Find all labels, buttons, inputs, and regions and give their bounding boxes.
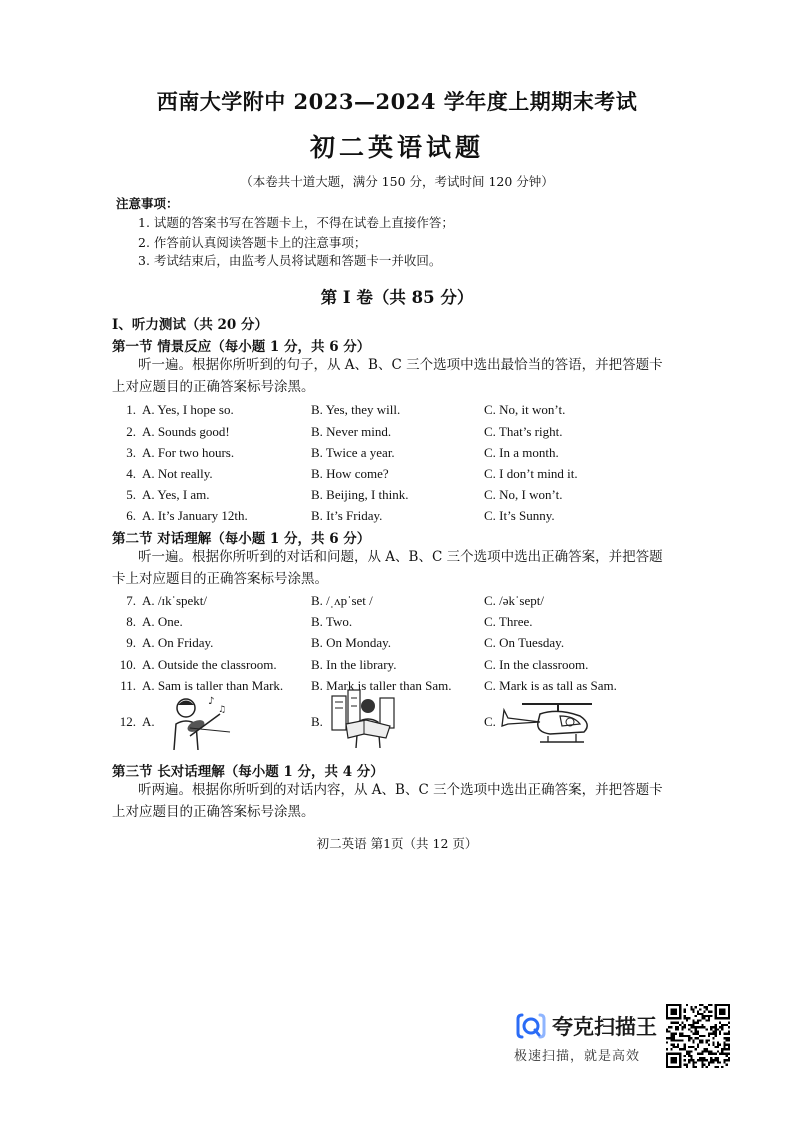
option-b: B. How come? — [311, 466, 389, 481]
question-number: 6. — [126, 508, 136, 523]
question-row — [112, 657, 692, 677]
question-number: 7. — [126, 593, 136, 608]
option-b: B. /ˌʌpˈset / — [311, 593, 373, 608]
option-c: C. — [484, 714, 496, 729]
qr-code-icon — [666, 1004, 730, 1068]
option-a: A. Yes, I hope so. — [142, 402, 234, 417]
map-reading-picture — [326, 688, 402, 752]
option-b: B. Never mind. — [311, 424, 392, 439]
question-number: 2. — [126, 424, 136, 439]
brand-logo-icon — [514, 1011, 548, 1041]
option-c: C. Mark is as tall as Sam. — [484, 678, 617, 693]
option-b: B. Beijing, I think. — [311, 487, 409, 502]
option-b: B. Yes, they will. — [311, 402, 401, 417]
question-number: 9. — [126, 635, 136, 650]
question-number: 4. — [126, 466, 136, 481]
section-heading: 第二节 对话理解（每小题 1 分，共 6 分） — [112, 531, 371, 547]
option-c: C. It’s Sunny. — [484, 508, 555, 523]
helicopter-picture — [500, 698, 610, 748]
question-row — [112, 508, 692, 528]
option-c: C. On Tuesday. — [484, 635, 565, 650]
option-a: A. It’s January 12th. — [142, 508, 248, 523]
section-heading: 第一节 情景反应（每小题 1 分，共 6 分） — [112, 339, 371, 355]
option-b: B. Mark is taller than Sam. — [311, 678, 452, 693]
option-a: A. For two hours. — [142, 445, 235, 460]
part-title: 第 I 卷（共 85 分） — [320, 288, 474, 307]
exam-title: 西南大学附中 2023—2024 学年度上期期末考试 — [156, 89, 638, 114]
question-row — [112, 466, 692, 486]
question-number: 12. — [119, 714, 136, 729]
option-b: B. It’s Friday. — [311, 508, 383, 523]
notice-item: 1. 试题的答案书写在答题卡上，不得在试卷上直接作答； — [138, 215, 454, 230]
option-a: A. Not really. — [142, 466, 213, 481]
option-a: A. On Friday. — [142, 635, 214, 650]
question-number: 3. — [126, 445, 136, 460]
option-a: A. /ɪkˈspekt/ — [142, 593, 207, 608]
section-instruction: 听两遍。根据你所听到的对话内容，从 A、B、C 三个选项中选出正确答案，并把答题卡上对应题目的正确答案标号涂黑。 — [112, 782, 663, 820]
section-instruction: 听一遍。根据你所听到的对话和问题，从 A、B、C 三个选项中选出正确答案，并把答题卡上对应题目的正确答案标号涂黑。 — [112, 549, 663, 587]
scanner-brand — [514, 1005, 664, 1067]
listening-heading: I、听力测试（共 20 分） — [112, 317, 269, 333]
option-a: A. One. — [142, 614, 183, 629]
question-row — [112, 402, 692, 422]
question-number: 8. — [126, 614, 136, 629]
option-b: B. In the library. — [311, 657, 397, 672]
question-number: 1. — [126, 402, 136, 417]
notice-item: 3. 考试结束后，由监考人员将试题和答题卡一并收回。 — [138, 253, 442, 268]
option-c: C. That’s right. — [484, 424, 563, 439]
option-b: B. On Monday. — [311, 635, 392, 650]
option-c: C. I don’t mind it. — [484, 466, 578, 481]
question-number: 11. — [120, 678, 136, 693]
question-row — [112, 593, 692, 613]
page-footer: 初二英语 第1页（共 12 页） — [316, 836, 478, 851]
svg-text:♪: ♪ — [208, 696, 215, 707]
svg-text:♫: ♫ — [218, 705, 227, 715]
section-instruction: 听一遍。根据你所听到的句子，从 A、B、C 三个选项中选出最恰当的答语，并把答题卡上对应题目的正确答案标号涂黑。 — [112, 357, 663, 395]
option-a: A. Yes, I am. — [142, 487, 210, 502]
question-number: 5. — [126, 487, 136, 502]
option-b: B. Two. — [311, 614, 353, 629]
option-a: A. Sounds good! — [142, 424, 230, 439]
option-c: C. Three. — [484, 614, 533, 629]
option-c: C. In a month. — [484, 445, 559, 460]
brand-slogan: 极速扫描，就是高效 — [514, 1049, 641, 1064]
question-row — [112, 487, 692, 507]
exam-note: （本卷共十道大题，满分 150 分，考试时间 120 分钟） — [240, 174, 554, 189]
question-number: 10. — [119, 657, 136, 672]
option-a: A. — [142, 714, 155, 729]
question-row — [112, 614, 692, 634]
exam-subtitle: 初二英语试题 — [309, 133, 484, 162]
question-row — [112, 635, 692, 655]
brand-name: 夸克扫描王 — [552, 1015, 657, 1039]
violin-player-picture — [160, 692, 232, 752]
option-c: C. /əkˈsept/ — [484, 593, 544, 608]
option-c: C. In the classroom. — [484, 657, 589, 672]
notice-heading: 注意事项： — [116, 196, 179, 211]
option-b: B. — [311, 714, 323, 729]
option-a: A. Sam is taller than Mark. — [142, 678, 284, 693]
option-c: C. No, I won’t. — [484, 487, 563, 502]
notice-item: 2. 作答前认真阅读答题卡上的注意事项； — [138, 235, 367, 250]
section-heading: 第三节 长对话理解（每小题 1 分，共 4 分） — [112, 764, 384, 780]
option-b: B. Twice a year. — [311, 445, 395, 460]
option-c: C. No, it won’t. — [484, 402, 566, 417]
option-a: A. Outside the classroom. — [142, 657, 277, 672]
question-row — [112, 445, 692, 465]
question-row — [112, 424, 692, 444]
